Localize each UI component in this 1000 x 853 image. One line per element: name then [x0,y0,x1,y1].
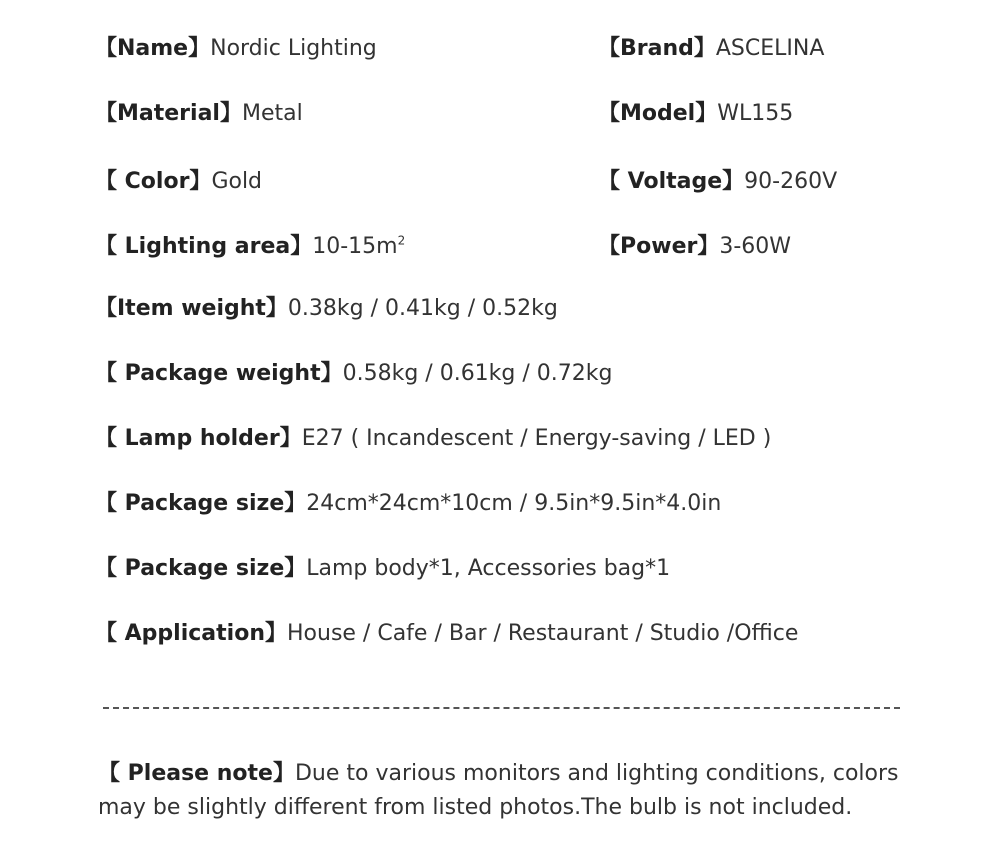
spec-label: 【 Package size】 [95,556,307,581]
spec-label: 【 Color】 [95,169,212,194]
spec-package-size [95,489,721,519]
spec-lamp-holder [95,424,771,454]
spec-label: 【 Voltage】 [598,169,745,194]
spec-value: 90-260V [744,169,838,194]
spec-label: 【Model】 [598,101,718,126]
spec-power [598,232,791,262]
spec-value: 3-60W [719,234,792,259]
spec-item-weight [95,294,558,324]
spec-label: 【Brand】 [598,36,716,61]
spec-application [95,619,798,649]
spec-label: 【 Application】 [95,621,287,646]
spec-label: 【Power】 [598,234,720,259]
spec-value: House / Cafe / Bar / Restaurant / Studio /Office [287,621,799,646]
spec-label: 【Item weight】 [95,296,288,321]
spec-brand [598,34,824,64]
spec-label: 【 Package weight】 [95,361,343,386]
spec-value-superscript: 2 [397,233,406,248]
dashed-divider [103,707,900,709]
spec-value: 0.38kg / 0.41kg / 0.52kg [287,296,558,321]
spec-value: WL155 [717,101,794,126]
spec-value: Nordic Lighting [210,36,377,61]
spec-value: Gold [211,169,263,194]
spec-value: E27 ( Incandescent / Energy-saving / LED ) [301,426,772,451]
spec-package-contents [95,554,670,584]
spec-value: ASCELINA [715,36,825,61]
spec-name [95,34,377,64]
spec-lighting-area [95,232,405,262]
spec-value: 24cm*24cm*10cm / 9.5in*9.5in*4.0in [306,491,722,516]
spec-value: Metal [241,101,303,126]
spec-value: Lamp body*1, Accessories bag*1 [306,556,671,581]
spec-color [95,167,262,197]
spec-label: 【 Package size】 [95,491,307,516]
spec-value: 10-15m [312,234,398,259]
spec-package-weight [95,359,612,389]
note-label: 【 Please note】 [98,761,295,786]
spec-label: 【Name】 [95,36,211,61]
spec-material [95,99,303,129]
note-text: Due to various monitors and lighting conditions, colors may be slightly different from listed photos.The bulb is not included. [98,761,899,820]
please-note [98,757,918,825]
spec-value: 0.58kg / 0.61kg / 0.72kg [342,361,613,386]
spec-voltage [598,167,837,197]
spec-label: 【 Lighting area】 [95,234,313,259]
spec-label: 【Material】 [95,101,242,126]
spec-model [598,99,793,129]
spec-label: 【 Lamp holder】 [95,426,302,451]
